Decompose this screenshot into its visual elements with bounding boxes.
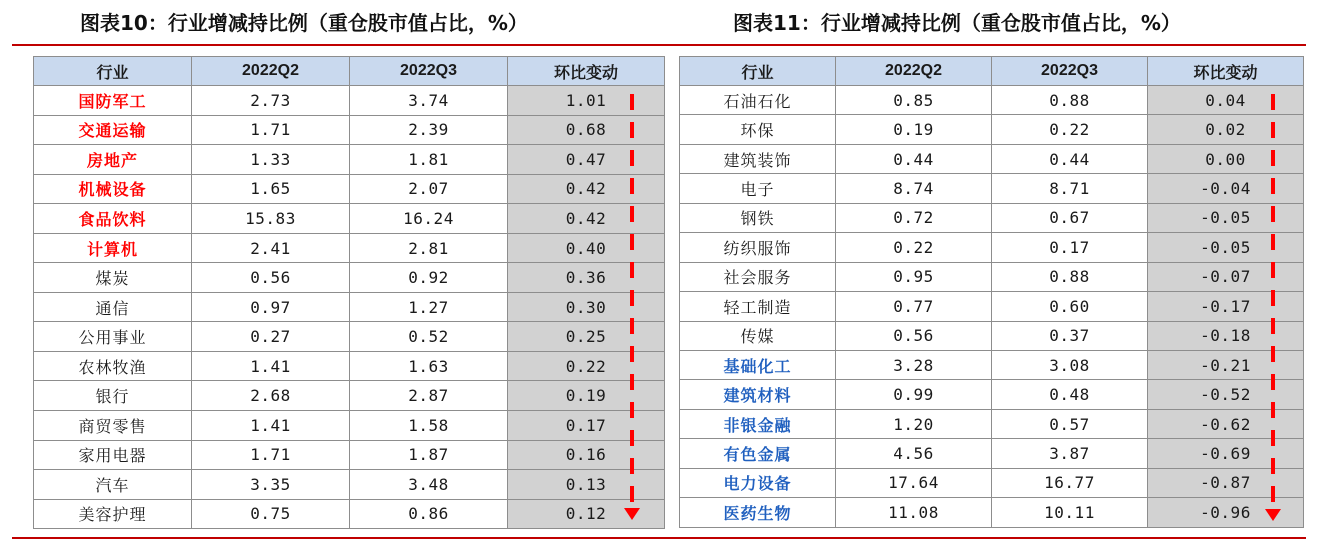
industry-cell: 建筑材料 (680, 380, 836, 409)
q2-value-cell: 3.28 (836, 350, 992, 379)
table-row (680, 350, 1304, 379)
industry-cell: 基础化工 (680, 350, 836, 379)
q3-value-cell: 0.17 (992, 233, 1148, 262)
q2-value-cell: 4.56 (836, 439, 992, 468)
left-table (33, 56, 665, 529)
change-value-cell: 0.19 (508, 381, 665, 411)
table-row (680, 203, 1304, 232)
q3-value-cell: 2.81 (350, 233, 508, 263)
change-value-cell: -0.69 (1148, 439, 1304, 468)
industry-cell: 机械设备 (34, 174, 192, 204)
table-row (34, 174, 665, 204)
q2-value-cell: 15.83 (192, 204, 350, 234)
table-row (680, 321, 1304, 350)
change-value-cell: -0.04 (1148, 174, 1304, 203)
q2-value-cell: 0.77 (836, 292, 992, 321)
column-header-change: 环比变动 (1148, 57, 1304, 86)
top-divider (12, 44, 1306, 46)
table-row (34, 86, 665, 116)
change-value-cell: -0.87 (1148, 468, 1304, 497)
table-row (680, 115, 1304, 144)
change-value-cell: -0.05 (1148, 203, 1304, 232)
change-value-cell: 0.04 (1148, 86, 1304, 115)
table-row (680, 409, 1304, 438)
change-value-cell: -0.07 (1148, 262, 1304, 291)
industry-cell: 房地产 (34, 145, 192, 175)
table-row (34, 499, 665, 529)
industry-cell: 家用电器 (34, 440, 192, 470)
change-value-cell: 0.47 (508, 145, 665, 175)
q2-value-cell: 0.95 (836, 262, 992, 291)
q3-value-cell: 3.08 (992, 350, 1148, 379)
down-arrow-icon (1263, 94, 1283, 525)
q3-value-cell: 2.87 (350, 381, 508, 411)
table-row (34, 440, 665, 470)
table-row (680, 380, 1304, 409)
bottom-divider (12, 537, 1306, 539)
table-row (34, 351, 665, 381)
q2-value-cell: 3.35 (192, 470, 350, 500)
change-value-cell: 0.42 (508, 174, 665, 204)
column-header-industry: 行业 (34, 57, 192, 86)
industry-cell: 银行 (34, 381, 192, 411)
column-header-q3: 2022Q3 (992, 57, 1148, 86)
table-row (34, 115, 665, 145)
industry-cell: 计算机 (34, 233, 192, 263)
column-header-q3: 2022Q3 (350, 57, 508, 86)
q3-value-cell: 1.63 (350, 351, 508, 381)
q2-value-cell: 2.41 (192, 233, 350, 263)
q3-value-cell: 0.88 (992, 86, 1148, 115)
right-table-title: 图表11：行业增减持比例（重仓股市值占比，%） (733, 11, 1181, 35)
industry-cell: 钢铁 (680, 203, 836, 232)
q2-value-cell: 17.64 (836, 468, 992, 497)
q2-value-cell: 1.71 (192, 440, 350, 470)
industry-cell: 食品饮料 (34, 204, 192, 234)
change-value-cell: 1.01 (508, 86, 665, 116)
change-value-cell: 0.25 (508, 322, 665, 352)
table-row (680, 292, 1304, 321)
change-value-cell: -0.62 (1148, 409, 1304, 438)
down-arrow-icon (622, 94, 642, 524)
q3-value-cell: 0.52 (350, 322, 508, 352)
change-value-cell: -0.18 (1148, 321, 1304, 350)
q2-value-cell: 2.68 (192, 381, 350, 411)
q2-value-cell: 11.08 (836, 498, 992, 527)
q2-value-cell: 1.33 (192, 145, 350, 175)
change-value-cell: 0.13 (508, 470, 665, 500)
table-row (34, 411, 665, 441)
table-row (34, 292, 665, 322)
q3-value-cell: 3.87 (992, 439, 1148, 468)
industry-cell: 传媒 (680, 321, 836, 350)
q2-value-cell: 1.65 (192, 174, 350, 204)
q2-value-cell: 1.41 (192, 411, 350, 441)
industry-cell: 环保 (680, 115, 836, 144)
q2-value-cell: 0.56 (192, 263, 350, 293)
column-header-q2: 2022Q2 (836, 57, 992, 86)
industry-cell: 轻工制造 (680, 292, 836, 321)
q3-value-cell: 0.92 (350, 263, 508, 293)
change-value-cell: 0.42 (508, 204, 665, 234)
industry-cell: 电子 (680, 174, 836, 203)
change-value-cell: 0.30 (508, 292, 665, 322)
q3-value-cell: 0.22 (992, 115, 1148, 144)
left-table-title: 图表10：行业增减持比例（重仓股市值占比，%） (80, 11, 528, 35)
column-header-industry: 行业 (680, 57, 836, 86)
q2-value-cell: 1.41 (192, 351, 350, 381)
table-row (34, 204, 665, 234)
table-row (34, 470, 665, 500)
industry-cell: 非银金融 (680, 409, 836, 438)
table-row (680, 233, 1304, 262)
industry-cell: 国防军工 (34, 86, 192, 116)
change-value-cell: 0.16 (508, 440, 665, 470)
q3-value-cell: 0.67 (992, 203, 1148, 232)
q3-value-cell: 3.74 (350, 86, 508, 116)
column-header-change: 环比变动 (508, 57, 665, 86)
industry-cell: 商贸零售 (34, 411, 192, 441)
change-value-cell: 0.02 (1148, 115, 1304, 144)
q3-value-cell: 0.86 (350, 499, 508, 529)
industry-cell: 煤炭 (34, 263, 192, 293)
table-row (680, 498, 1304, 527)
right-table-body (680, 86, 1304, 528)
table-row (34, 381, 665, 411)
q2-value-cell: 1.20 (836, 409, 992, 438)
right-table (679, 56, 1304, 528)
header-row (34, 57, 665, 86)
industry-cell: 纺织服饰 (680, 233, 836, 262)
industry-cell: 医药生物 (680, 498, 836, 527)
q2-value-cell: 0.22 (836, 233, 992, 262)
q3-value-cell: 1.58 (350, 411, 508, 441)
q3-value-cell: 1.87 (350, 440, 508, 470)
q2-value-cell: 0.85 (836, 86, 992, 115)
industry-cell: 石油石化 (680, 86, 836, 115)
q2-value-cell: 0.75 (192, 499, 350, 529)
industry-cell: 电力设备 (680, 468, 836, 497)
q3-value-cell: 0.88 (992, 262, 1148, 291)
q2-value-cell: 1.71 (192, 115, 350, 145)
industry-cell: 有色金属 (680, 439, 836, 468)
q3-value-cell: 16.77 (992, 468, 1148, 497)
q2-value-cell: 0.99 (836, 380, 992, 409)
table-row (34, 145, 665, 175)
q2-value-cell: 0.97 (192, 292, 350, 322)
change-value-cell: -0.96 (1148, 498, 1304, 527)
header-row (680, 57, 1304, 86)
industry-cell: 公用事业 (34, 322, 192, 352)
change-value-cell: -0.52 (1148, 380, 1304, 409)
q2-value-cell: 0.72 (836, 203, 992, 232)
q3-value-cell: 0.57 (992, 409, 1148, 438)
industry-cell: 美容护理 (34, 499, 192, 529)
q3-value-cell: 0.44 (992, 144, 1148, 173)
q3-value-cell: 0.48 (992, 380, 1148, 409)
q3-value-cell: 3.48 (350, 470, 508, 500)
change-value-cell: 0.40 (508, 233, 665, 263)
change-value-cell: -0.05 (1148, 233, 1304, 262)
q2-value-cell: 0.19 (836, 115, 992, 144)
q2-value-cell: 0.27 (192, 322, 350, 352)
change-value-cell: -0.21 (1148, 350, 1304, 379)
table-row (680, 468, 1304, 497)
q3-value-cell: 0.37 (992, 321, 1148, 350)
q2-value-cell: 0.56 (836, 321, 992, 350)
change-value-cell: 0.68 (508, 115, 665, 145)
change-value-cell: 0.12 (508, 499, 665, 529)
change-value-cell: -0.17 (1148, 292, 1304, 321)
industry-cell: 交通运输 (34, 115, 192, 145)
industry-cell: 建筑装饰 (680, 144, 836, 173)
q3-value-cell: 8.71 (992, 174, 1148, 203)
change-value-cell: 0.00 (1148, 144, 1304, 173)
q2-value-cell: 2.73 (192, 86, 350, 116)
table-row (34, 322, 665, 352)
q3-value-cell: 2.39 (350, 115, 508, 145)
q2-value-cell: 0.44 (836, 144, 992, 173)
change-value-cell: 0.22 (508, 351, 665, 381)
industry-cell: 通信 (34, 292, 192, 322)
industry-cell: 汽车 (34, 470, 192, 500)
q3-value-cell: 2.07 (350, 174, 508, 204)
column-header-q2: 2022Q2 (192, 57, 350, 86)
table-row (680, 439, 1304, 468)
q3-value-cell: 0.60 (992, 292, 1148, 321)
table-row (34, 233, 665, 263)
table-row (680, 144, 1304, 173)
q3-value-cell: 10.11 (992, 498, 1148, 527)
q3-value-cell: 16.24 (350, 204, 508, 234)
q3-value-cell: 1.81 (350, 145, 508, 175)
table-row (680, 262, 1304, 291)
table-row (34, 263, 665, 293)
q3-value-cell: 1.27 (350, 292, 508, 322)
change-value-cell: 0.36 (508, 263, 665, 293)
industry-cell: 农林牧渔 (34, 351, 192, 381)
change-value-cell: 0.17 (508, 411, 665, 441)
table-row (680, 86, 1304, 115)
q2-value-cell: 8.74 (836, 174, 992, 203)
table-row (680, 174, 1304, 203)
industry-cell: 社会服务 (680, 262, 836, 291)
left-table-body (34, 86, 665, 529)
